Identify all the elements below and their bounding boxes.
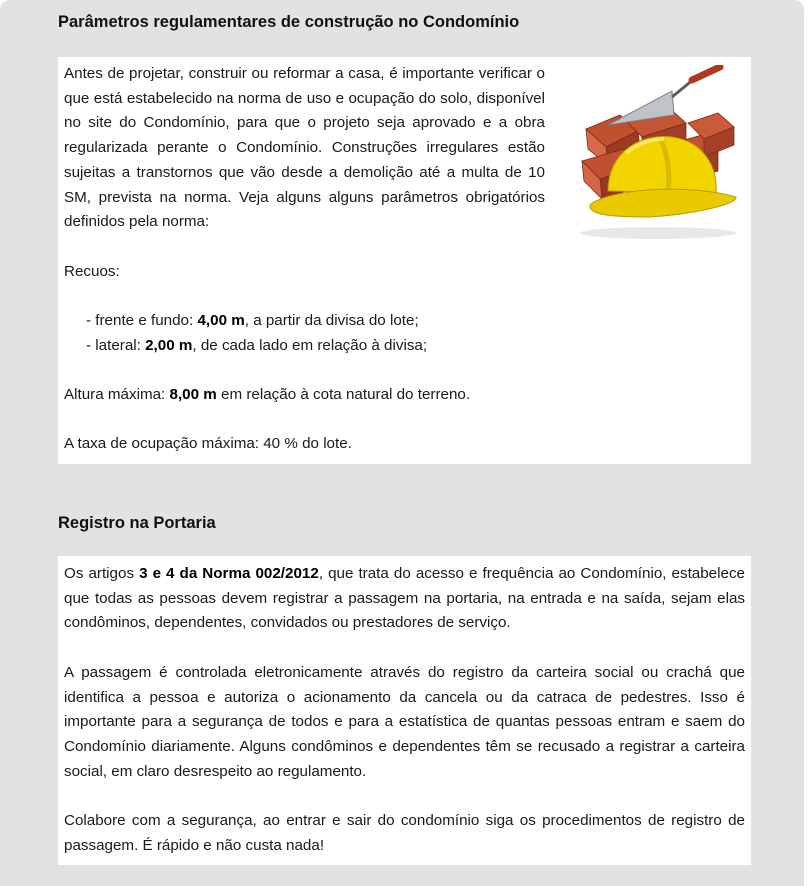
registro-paragraph-1: Os artigos 3 e 4 da Norma 002/2012, que trata do acesso e frequência ao Condomínio, estabelece que todas as pessoas devem registrar a passagem na portaria, na entrada e na saída, sejam elas condôminos, dependentes, convidados ou prestadores de serviço. [64,565,745,632]
section-title-parametros: Parâmetros regulamentares de construção no Condomínio [58,13,520,31]
bricks-trowel-helmet-icon [568,65,748,241]
parametros-box [58,57,751,464]
registro-paragraph-3: Colabore com a segurança, ao entrar e sair do condomínio siga os procedimentos de registro de passagem. É rápido e não custa nada! [64,812,745,854]
recuo-lateral: - lateral: 2,00 m, de cada lado em relação à divisa; [86,336,428,354]
registro-box [58,556,751,865]
intro-paragraph: Antes de projetar, construir ou reformar a casa, é importante verificar o que está estabelecido na norma de uso e ocupação do solo, disponível no site do Condomínio, para que o projeto seja aprovado e a obra regularizada perante o Condomínio. Construções irregulares estão sujeitas a transtornos que vão desde a demolição até a multa de 10 SM, prevista na norma. Veja alguns alguns parâmetros obrigatórios definidos pela norma: [64,65,545,231]
construction-illustration [568,65,748,241]
recuo-frente-fundo: - frente e fundo: 4,00 m, a partir da divisa do lote; [86,312,419,329]
recuos-label: Recuos: [64,262,120,280]
taxa-ocupacao: A taxa de ocupação máxima: 40 % do lote. [64,435,352,453]
section-title-registro: Registro na Portaria [58,514,216,532]
altura-maxima: Altura máxima: 8,00 m em relação à cota natural do terreno. [64,386,471,404]
registro-paragraph-2: A passagem é controlada eletronicamente através do registro da carteira social ou crachá que identifica a pessoa e autoriza o acionamento da cancela ou da catraca de pedestres. Isso é importante para a segurança de todos e para a estatística de quantas pessoas entram e saem do Condomínio diariamente. Alguns condôminos e dependentes têm se recusado a registrar a carteira social, em claro desrespeito ao regulamento. [64,663,745,780]
